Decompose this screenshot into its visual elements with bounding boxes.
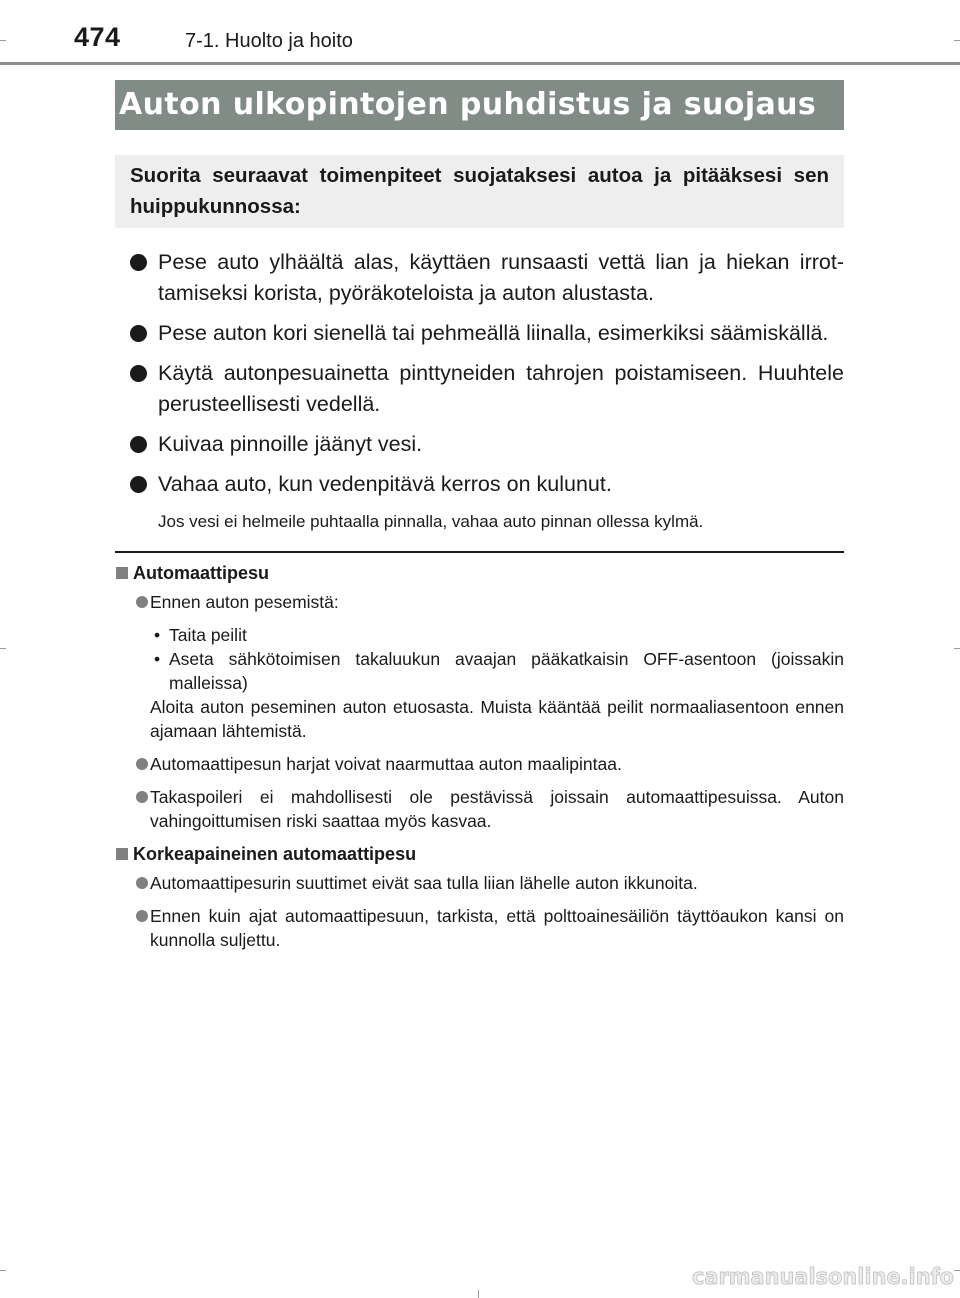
section-divider — [115, 551, 844, 553]
note-item-text: Ennen kuin ajat automaattipesuun, tarkista, että polttoainesäiliön täyttöaukon kansi on kunnolla suljettu. — [150, 906, 844, 950]
note-item-text: Automaattipesun harjat voivat naarmuttaa auton maalipintaa. — [150, 754, 622, 774]
section-label: 7-1. Huolto ja hoito — [185, 30, 353, 52]
list-item-text: Kuivaa pinnoille jäänyt vesi. — [158, 432, 423, 456]
note-item-text: Ennen auton pesemistä: — [150, 592, 339, 612]
crop-mark — [478, 1290, 479, 1298]
square-bullet-icon — [116, 848, 128, 860]
note-heading-high-pressure-wash — [115, 842, 844, 867]
main-steps-list — [130, 247, 844, 509]
list-item — [130, 358, 844, 420]
list-item-text: Käytä autonpesuainetta pinttyneiden tahrojen poistamiseen. Huuhtele perusteellisesti vedellä. — [158, 361, 844, 416]
page-title: Auton ulkopintojen puhdistus ja suojaus — [115, 80, 844, 130]
note-heading-text: Automaattipesu — [133, 563, 270, 583]
bullet-icon — [130, 254, 147, 271]
notes-section — [115, 561, 844, 961]
crop-mark — [954, 40, 960, 41]
note-item — [136, 752, 844, 776]
intro-box: Suorita seuraavat toimenpiteet suojataksesi autoa ja pitääksesi sen huippukunnossa: — [115, 155, 844, 228]
bullet-icon — [130, 325, 147, 342]
list-item — [130, 469, 844, 500]
sub-list — [150, 623, 844, 695]
sub-list-item — [150, 647, 844, 695]
circle-bullet-icon — [136, 791, 148, 803]
list-item-text: Vahaa auto, kun vedenpitävä kerros on kulunut. — [158, 472, 612, 496]
circle-bullet-icon — [136, 910, 148, 922]
note-item-text: Automaattipesurin suuttimet eivät saa tulla liian lähelle auton ikkunoita. — [150, 873, 698, 893]
square-bullet-icon — [116, 567, 128, 579]
dot-bullet-icon: • — [154, 649, 161, 669]
sub-list-item-text: Aseta sähkötoimisen takaluukun avaajan pääkatkaisin OFF-asentoon (joissakin malleissa) — [169, 649, 844, 693]
page-number: 474 — [74, 22, 121, 52]
note-item — [136, 871, 844, 895]
list-item-text: Pese auto ylhäältä alas, käyttäen runsaasti vettä lian ja hiekan irrottamiseksi korista, pyöräkoteloista ja auton alustasta. — [158, 250, 844, 305]
crop-mark — [954, 648, 960, 649]
watermark-logo — [692, 1258, 956, 1292]
sub-list-item — [150, 623, 844, 647]
crop-mark — [0, 648, 6, 649]
circle-bullet-icon — [136, 877, 148, 889]
note-item — [136, 590, 844, 743]
header-rule — [0, 62, 960, 65]
crop-mark — [0, 40, 6, 41]
circle-bullet-icon — [136, 758, 148, 770]
note-item-text: Takaspoileri ei mahdollisesti ole pestävissä joissain automaattipesuissa. Auton vahingoittumisen riski saattaa myös kasvaa. — [150, 787, 844, 831]
watermark-text: carmanualsonline.info — [692, 1265, 954, 1290]
bullet-icon — [130, 365, 147, 382]
wax-note: Jos vesi ei helmeile puhtaalla pinnalla, vahaa auto pinnan ollessa kylmä. — [158, 512, 704, 531]
note-item — [136, 904, 844, 952]
list-item-text: Pese auton kori sienellä tai pehmeällä liinalla, esimerkiksi säämiskällä. — [158, 321, 829, 345]
dot-bullet-icon: • — [154, 625, 161, 645]
crop-mark — [0, 1270, 6, 1271]
bullet-icon — [130, 436, 147, 453]
sub-list-item-text: Taita peilit — [169, 625, 247, 645]
note-item-followup-text: Aloita auton peseminen auton etuosasta. Muista kääntää peilit normaaliasentoon ennen ajamaan lähtemistä. — [150, 697, 844, 741]
circle-bullet-icon — [136, 596, 148, 608]
list-item — [130, 429, 844, 460]
note-heading-automatic-wash — [115, 561, 844, 586]
list-item — [130, 247, 844, 309]
note-item — [136, 785, 844, 833]
note-heading-text: Korkeapaineinen automaattipesu — [133, 844, 417, 864]
list-item — [130, 318, 844, 349]
bullet-icon — [130, 476, 147, 493]
